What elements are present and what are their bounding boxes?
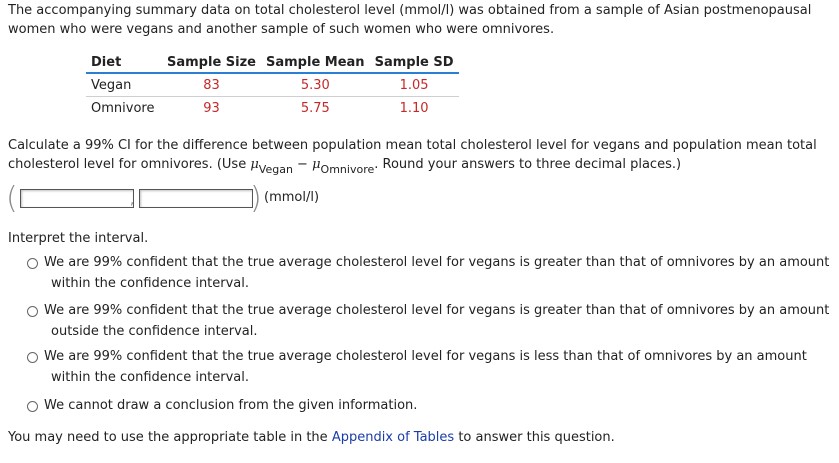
mu-symbol: μ (250, 157, 259, 172)
table-cell-diet: Vegan (86, 73, 162, 97)
intro-text (8, 1, 811, 39)
table-row (86, 73, 459, 97)
table-cell-size: 83 (162, 73, 261, 97)
option-2-line-2: outside the confidence interval. (51, 324, 258, 339)
option-1-line-2: within the confidence interval. (51, 276, 250, 291)
subscript-vegan: Vegan (258, 163, 293, 176)
table-cell-sd: 1.05 (370, 73, 459, 97)
radio-option-4[interactable] (27, 401, 38, 412)
header-sample-sd: Sample SD (370, 52, 459, 73)
option-1-line-1: We are 99% confident that the true average cholesterol level for vegans is greater than that of omnivores by an amount (44, 255, 830, 270)
header-sample-size: Sample Size (162, 52, 261, 73)
intro-line-1: The accompanying summary data on total cholesterol level (mmol/l) was obtained from a sample of Asian postmenopausal (8, 3, 812, 18)
ci-upper-input[interactable] (139, 189, 253, 208)
table-header-row (86, 52, 459, 73)
ci-lower-input[interactable] (20, 189, 134, 208)
table-cell-sd: 1.10 (399, 100, 429, 116)
table-cell-mean: 5.30 (261, 73, 370, 97)
question-line-2: cholesterol level for omnivores. (Use $\mu_{Vegan} - \mu_{Omnivore}$. Round your answers to three decimal places.) (8, 157, 682, 176)
open-paren: ( (6, 181, 18, 216)
header-sample-mean: Sample Mean (261, 52, 370, 73)
radio-option-2[interactable] (27, 306, 38, 317)
option-2-line-1: We are 99% confident that the true average cholesterol level for vegans is greater than that of omnivores by an amount (44, 303, 830, 318)
interpret-label: Interpret the interval. (8, 231, 149, 246)
table-cell-diet: Omnivore (91, 100, 155, 116)
option-3-line-1: We are 99% confident that the true average cholesterol level for vegans is less than that of omnivores by an amount (44, 349, 807, 364)
summary-table (86, 52, 459, 119)
question-text (8, 136, 817, 174)
close-paren: ) (250, 181, 262, 216)
option-4-line-1: We cannot draw a conclusion from the given information. (44, 398, 418, 413)
footer-note: You may need to use the appropriate table in the Appendix of Tables to answer this question. (8, 430, 615, 445)
radio-option-1[interactable] (27, 258, 38, 269)
appendix-link[interactable]: Appendix of Tables (331, 430, 455, 445)
subscript-omnivore: Omnivore (320, 163, 375, 176)
unit-label: (mmol/l) (264, 190, 320, 205)
table-cell-size: 93 (203, 100, 220, 116)
table-row (86, 97, 459, 120)
intro-line-2: women who were vegans and another sample of such women who were omnivores. (8, 22, 555, 37)
option-3-line-2: within the confidence interval. (51, 370, 250, 385)
radio-option-3[interactable] (27, 352, 38, 363)
question-line-1: Calculate a 99% CI for the difference between population mean total cholesterol level for vegans and population mean total (8, 138, 817, 153)
comma-separator: , (130, 193, 135, 208)
table-cell-mean: 5.75 (300, 100, 330, 116)
header-diet: Diet (86, 52, 162, 73)
mu-symbol: μ (312, 157, 321, 172)
